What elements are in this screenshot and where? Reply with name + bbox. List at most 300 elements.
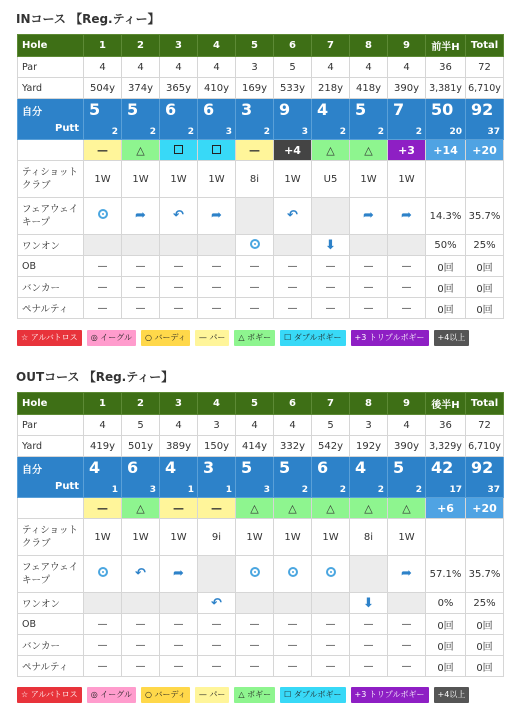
yard-cell: 542y	[312, 436, 350, 457]
arrow-left-icon: ↶	[173, 208, 184, 223]
tee-club-cell: 1W	[350, 161, 388, 198]
penalty-cell: —	[236, 656, 274, 677]
putts: 2	[415, 485, 422, 495]
par-cell: 72	[466, 57, 504, 78]
ob-row	[18, 614, 504, 635]
score-cell[interactable]	[350, 457, 388, 498]
ob-cell: —	[160, 256, 198, 277]
arrow-right-icon: ➦	[211, 208, 222, 223]
result-cell: △	[122, 140, 160, 161]
fairway-cell	[160, 198, 198, 235]
strokes: 7	[393, 100, 405, 119]
putts: 1	[225, 485, 232, 495]
tee-club-cell: 1W	[388, 519, 426, 556]
hole-number: 5	[236, 393, 274, 415]
fairway-cell	[274, 198, 312, 235]
ob-cell: —	[388, 256, 426, 277]
par-label: Par	[18, 415, 84, 436]
legend-birdie: ○ バーディ	[141, 330, 190, 346]
bunker-cell: —	[84, 277, 122, 298]
par-cell: 4	[160, 415, 198, 436]
fairway-cell	[274, 556, 312, 593]
par-cell: 4	[160, 57, 198, 78]
par-cell: 36	[426, 57, 466, 78]
hole-label: Hole	[18, 393, 84, 415]
fairway-cell	[198, 556, 236, 593]
tee-club-cell: U5	[312, 161, 350, 198]
par-cell: 5	[274, 57, 312, 78]
bunker-cell: —	[274, 277, 312, 298]
yard-cell: 150y	[198, 436, 236, 457]
score-label: 自分	[22, 107, 42, 118]
putts: 1	[111, 485, 118, 495]
total-label: Total	[466, 35, 504, 57]
penalty-cell: —	[122, 656, 160, 677]
yard-cell: 218y	[312, 78, 350, 99]
bunker-cell: —	[350, 635, 388, 656]
tee-club-label: ティショットクラブ	[18, 161, 84, 198]
result-cell: —	[198, 498, 236, 519]
yard-cell: 3,329y	[426, 436, 466, 457]
fairway-row	[18, 556, 504, 593]
fairway-label: フェアウェイキープ	[18, 556, 84, 593]
penalty-cell: —	[84, 656, 122, 677]
one-on-cell	[274, 593, 312, 614]
one-on-rate: 25%	[466, 593, 504, 614]
yard-cell: 390y	[388, 78, 426, 99]
par-cell: 4	[350, 57, 388, 78]
ob-cell: —	[236, 256, 274, 277]
yard-cell: 169y	[236, 78, 274, 99]
total-putts: 37	[487, 127, 500, 137]
strokes: 4	[165, 458, 177, 477]
bunker-cell: —	[160, 277, 198, 298]
score-label-cell	[18, 457, 84, 498]
fairway-cell	[84, 556, 122, 593]
hole-number: 9	[388, 35, 426, 57]
score-cell[interactable]	[388, 99, 426, 140]
score-cell[interactable]	[84, 99, 122, 140]
total-strokes: 92	[471, 458, 494, 477]
bunker-count: 0回	[466, 277, 504, 298]
strokes: 5	[241, 458, 253, 477]
penalty-cell: —	[312, 298, 350, 319]
fairway-row	[18, 198, 504, 235]
ob-count: 0回	[426, 614, 466, 635]
one-on-cell	[388, 235, 426, 256]
score-cell[interactable]	[236, 99, 274, 140]
legend-double-bogey: ☐ ダブルボギー	[280, 687, 345, 703]
bunker-count: 0回	[466, 635, 504, 656]
result-cell: △	[122, 498, 160, 519]
bunker-cell: —	[198, 635, 236, 656]
score-legend-in	[17, 330, 469, 346]
total-result: +20	[466, 498, 504, 519]
out-course-scorecard	[17, 392, 504, 677]
strokes: 6	[127, 458, 139, 477]
score-cell[interactable]	[198, 99, 236, 140]
hole-number: 4	[198, 35, 236, 57]
yard-cell: 504y	[84, 78, 122, 99]
tee-club-cell: 1W	[198, 161, 236, 198]
bunker-cell: —	[312, 277, 350, 298]
one-on-rate: 50%	[426, 235, 466, 256]
bunker-row	[18, 635, 504, 656]
tee-club-cell	[426, 161, 466, 198]
hole-number: 8	[350, 393, 388, 415]
par-cell: 4	[274, 415, 312, 436]
score-cell[interactable]	[122, 99, 160, 140]
arrow-right-icon: ➦	[173, 566, 184, 581]
score-cell[interactable]	[274, 99, 312, 140]
ob-row	[18, 256, 504, 277]
hole-number: 3	[160, 393, 198, 415]
hole-number: 7	[312, 393, 350, 415]
arrow-right-icon: ➦	[401, 566, 412, 581]
result-row	[18, 498, 504, 519]
target-icon	[250, 567, 260, 577]
result-cell: △	[236, 498, 274, 519]
tee-club-cell: 9i	[198, 519, 236, 556]
arrow-right-icon: ➦	[401, 208, 412, 223]
legend-par: — パー	[195, 330, 230, 346]
one-on-cell	[350, 593, 388, 614]
ob-count: 0回	[466, 256, 504, 277]
bunker-cell: —	[198, 277, 236, 298]
strokes: 6	[317, 458, 329, 477]
par-cell: 4	[84, 415, 122, 436]
one-on-cell	[84, 235, 122, 256]
legend-triple-bogey: +3 トリプルボギー	[351, 687, 429, 703]
yard-cell: 414y	[236, 436, 274, 457]
legend-albatross: ☆ アルバトロス	[17, 687, 82, 703]
result-cell: —	[84, 498, 122, 519]
fairway-cell	[122, 198, 160, 235]
result-cell: △	[350, 498, 388, 519]
arrow-right-icon: ➦	[363, 208, 374, 223]
par-row	[18, 57, 504, 78]
target-icon	[98, 567, 108, 577]
penalty-row	[18, 656, 504, 677]
one-on-label: ワンオン	[18, 235, 84, 256]
half-label: 前半H	[426, 35, 466, 57]
one-on-cell	[236, 235, 274, 256]
putts: 2	[111, 127, 118, 137]
putts: 2	[377, 485, 384, 495]
yard-cell: 501y	[122, 436, 160, 457]
total-score-cell	[466, 457, 504, 498]
putt-label: Putt	[54, 481, 79, 492]
strokes: 4	[89, 458, 101, 477]
strokes: 3	[241, 100, 253, 119]
legend-bogey: △ ボギー	[234, 330, 275, 346]
half-score-cell	[426, 457, 466, 498]
tee-club-row	[18, 519, 504, 556]
total-result: +20	[466, 140, 504, 161]
score-cell[interactable]	[160, 457, 198, 498]
penalty-cell: —	[198, 298, 236, 319]
fairway-cell	[388, 198, 426, 235]
one-on-cell	[198, 593, 236, 614]
putts: 2	[187, 127, 194, 137]
out-course-title: OUTコース 【Reg.ティー】	[16, 370, 174, 384]
par-cell: 4	[122, 57, 160, 78]
score-cell[interactable]	[122, 457, 160, 498]
putts: 2	[149, 127, 156, 137]
fairway-label: フェアウェイキープ	[18, 198, 84, 235]
fairway-cell	[388, 556, 426, 593]
half-putts: 17	[449, 485, 462, 495]
penalty-cell: —	[274, 298, 312, 319]
ob-cell: —	[122, 614, 160, 635]
yard-cell: 365y	[160, 78, 198, 99]
tee-club-cell: 1W	[236, 519, 274, 556]
score-cell[interactable]	[236, 457, 274, 498]
par-cell: 4	[236, 415, 274, 436]
putts: 3	[225, 127, 232, 137]
header-row	[18, 35, 504, 57]
half-label: 後半H	[426, 393, 466, 415]
total-label: Total	[466, 393, 504, 415]
strokes: 5	[127, 100, 139, 119]
par-cell: 4	[388, 415, 426, 436]
tee-club-cell: 1W	[312, 519, 350, 556]
ob-cell: —	[198, 256, 236, 277]
result-cell: +4	[274, 140, 312, 161]
par-cell: 4	[312, 57, 350, 78]
tee-club-cell	[466, 519, 504, 556]
arrow-left-icon: ↶	[135, 566, 146, 581]
ob-cell: —	[122, 256, 160, 277]
one-on-cell	[84, 593, 122, 614]
tee-club-cell: 8i	[350, 519, 388, 556]
double-bogey-square-icon	[212, 145, 221, 154]
yard-cell: 332y	[274, 436, 312, 457]
putts: 3	[149, 485, 156, 495]
strokes: 5	[355, 100, 367, 119]
bunker-cell: —	[236, 635, 274, 656]
fairway-rate: 14.3%	[426, 198, 466, 235]
header-row	[18, 393, 504, 415]
tee-club-cell: 1W	[388, 161, 426, 198]
bunker-cell: —	[122, 277, 160, 298]
arrow-down-icon: ⬇	[363, 595, 374, 611]
ob-label: OB	[18, 256, 84, 277]
par-cell: 5	[312, 415, 350, 436]
tee-club-cell: 1W	[274, 161, 312, 198]
yard-label: Yard	[18, 436, 84, 457]
score-label-cell	[18, 99, 84, 140]
fairway-rate: 35.7%	[466, 198, 504, 235]
ob-cell: —	[350, 256, 388, 277]
penalty-cell: —	[84, 298, 122, 319]
hole-number: 1	[84, 393, 122, 415]
ob-cell: —	[312, 614, 350, 635]
penalty-count: 0回	[466, 656, 504, 677]
tee-club-cell: 1W	[122, 161, 160, 198]
hole-number: 6	[274, 393, 312, 415]
score-cell[interactable]	[198, 457, 236, 498]
hole-number: 1	[84, 35, 122, 57]
yard-cell: 6,710y	[466, 436, 504, 457]
result-cell: —	[160, 498, 198, 519]
one-on-cell	[388, 593, 426, 614]
arrow-down-icon: ⬇	[325, 237, 336, 253]
putts: 2	[377, 127, 384, 137]
ob-cell: —	[350, 614, 388, 635]
one-on-cell	[274, 235, 312, 256]
score-cell[interactable]	[312, 99, 350, 140]
par-row	[18, 415, 504, 436]
bunker-cell: —	[350, 277, 388, 298]
score-row	[18, 99, 504, 140]
strokes: 6	[165, 100, 177, 119]
putts: 2	[415, 127, 422, 137]
yard-cell: 192y	[350, 436, 388, 457]
arrow-left-icon: ↶	[287, 208, 298, 223]
fairway-cell	[236, 556, 274, 593]
ob-cell: —	[84, 256, 122, 277]
strokes: 5	[89, 100, 101, 119]
legend-albatross: ☆ アルバトロス	[17, 330, 82, 346]
tee-club-cell: 1W	[274, 519, 312, 556]
half-result: +14	[426, 140, 466, 161]
tee-club-label: ティショットクラブ	[18, 519, 84, 556]
hole-label: Hole	[18, 35, 84, 57]
penalty-cell: —	[350, 298, 388, 319]
penalty-count: 0回	[466, 298, 504, 319]
score-cell[interactable]	[388, 457, 426, 498]
penalty-cell: —	[122, 298, 160, 319]
par-cell: 5	[122, 415, 160, 436]
legend-double-bogey: ☐ ダブルボギー	[280, 330, 345, 346]
yard-cell: 3,381y	[426, 78, 466, 99]
fairway-rate: 35.7%	[466, 556, 504, 593]
half-result: +6	[426, 498, 466, 519]
legend-plus4: +4以上	[434, 330, 470, 346]
putts: 2	[263, 127, 270, 137]
legend-eagle: ◎ イーグル	[87, 687, 136, 703]
result-cell: +3	[388, 140, 426, 161]
result-row	[18, 140, 504, 161]
bunker-row	[18, 277, 504, 298]
strokes: 9	[279, 100, 291, 119]
in-course-scorecard	[17, 34, 504, 319]
one-on-cell	[122, 235, 160, 256]
putts: 2	[339, 485, 346, 495]
strokes: 6	[203, 100, 215, 119]
fairway-cell	[160, 556, 198, 593]
penalty-count: 0回	[426, 656, 466, 677]
hole-number: 9	[388, 393, 426, 415]
one-on-rate: 25%	[466, 235, 504, 256]
penalty-count: 0回	[426, 298, 466, 319]
par-label: Par	[18, 57, 84, 78]
legend-plus4: +4以上	[434, 687, 470, 703]
score-cell[interactable]	[350, 99, 388, 140]
penalty-cell: —	[350, 656, 388, 677]
arrow-right-icon: ➦	[135, 208, 146, 223]
yard-cell: 418y	[350, 78, 388, 99]
hole-number: 3	[160, 35, 198, 57]
one-on-cell	[312, 593, 350, 614]
ob-cell: —	[236, 614, 274, 635]
total-putts: 37	[487, 485, 500, 495]
penalty-cell: —	[312, 656, 350, 677]
putts: 3	[301, 127, 308, 137]
ob-cell: —	[84, 614, 122, 635]
yard-label: Yard	[18, 78, 84, 99]
ob-count: 0回	[466, 614, 504, 635]
half-strokes: 50	[431, 100, 454, 119]
putts: 2	[339, 127, 346, 137]
hole-number: 8	[350, 35, 388, 57]
tee-club-cell: 1W	[160, 519, 198, 556]
score-cell[interactable]	[160, 99, 198, 140]
hole-number: 2	[122, 35, 160, 57]
strokes: 5	[393, 458, 405, 477]
strokes: 4	[355, 458, 367, 477]
bunker-cell: —	[312, 635, 350, 656]
penalty-cell: —	[274, 656, 312, 677]
result-label	[18, 498, 84, 519]
one-on-cell	[122, 593, 160, 614]
result-cell: △	[274, 498, 312, 519]
par-cell: 3	[350, 415, 388, 436]
total-strokes: 92	[471, 100, 494, 119]
fairway-cell	[312, 198, 350, 235]
score-cell[interactable]	[274, 457, 312, 498]
legend-bogey: △ ボギー	[234, 687, 275, 703]
ob-label: OB	[18, 614, 84, 635]
yard-row	[18, 78, 504, 99]
ob-cell: —	[312, 256, 350, 277]
result-cell	[160, 140, 198, 161]
yard-cell: 389y	[160, 436, 198, 457]
bunker-count: 0回	[426, 277, 466, 298]
penalty-row	[18, 298, 504, 319]
one-on-label: ワンオン	[18, 593, 84, 614]
yard-row	[18, 436, 504, 457]
par-cell: 72	[466, 415, 504, 436]
par-cell: 3	[236, 57, 274, 78]
legend-eagle: ◎ イーグル	[87, 330, 136, 346]
arrow-left-icon: ↶	[211, 595, 222, 611]
fairway-cell	[312, 556, 350, 593]
result-cell: △	[312, 140, 350, 161]
bunker-cell: —	[388, 277, 426, 298]
ob-cell: —	[274, 614, 312, 635]
score-cell[interactable]	[84, 457, 122, 498]
one-on-row	[18, 235, 504, 256]
tee-club-row	[18, 161, 504, 198]
par-cell: 4	[388, 57, 426, 78]
fairway-cell	[350, 198, 388, 235]
bunker-cell: —	[160, 635, 198, 656]
penalty-cell: —	[236, 298, 274, 319]
double-bogey-square-icon	[174, 145, 183, 154]
one-on-rate: 0%	[426, 593, 466, 614]
par-cell: 36	[426, 415, 466, 436]
one-on-row	[18, 593, 504, 614]
one-on-cell	[236, 593, 274, 614]
hole-number: 2	[122, 393, 160, 415]
score-cell[interactable]	[312, 457, 350, 498]
half-score-cell	[426, 99, 466, 140]
tee-club-cell: 1W	[160, 161, 198, 198]
legend-par: — パー	[195, 687, 230, 703]
ob-cell: —	[388, 614, 426, 635]
